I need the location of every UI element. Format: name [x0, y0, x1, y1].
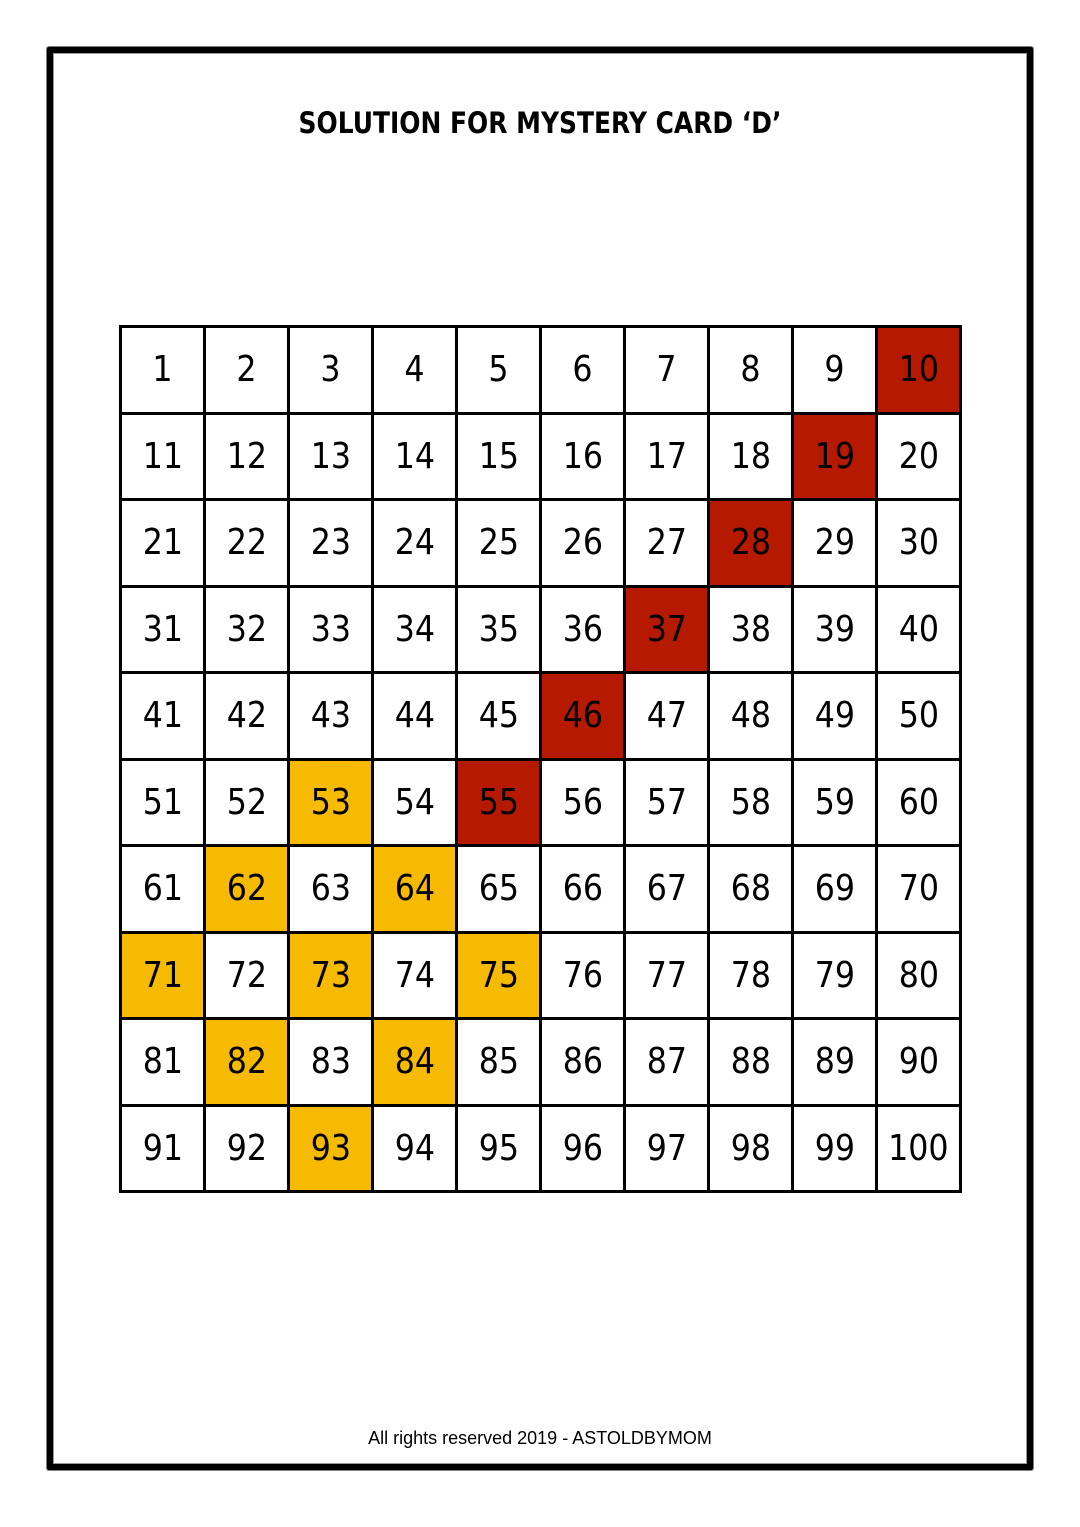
grid-cell-44	[374, 674, 458, 761]
cell-number: 89	[814, 1041, 855, 1083]
grid-cell-53	[290, 761, 374, 848]
grid-cell-21	[122, 501, 206, 588]
grid-cell-42	[206, 674, 290, 761]
grid-cell-86	[542, 1020, 626, 1107]
cell-number: 49	[814, 695, 855, 737]
grid-cell-77	[626, 934, 710, 1021]
grid-cell-20	[878, 415, 962, 502]
grid-cell-34	[374, 588, 458, 675]
cell-number: 72	[226, 954, 267, 996]
grid-cell-6	[542, 328, 626, 415]
grid-cell-100	[878, 1107, 962, 1194]
grid-cell-94	[374, 1107, 458, 1194]
cell-number: 35	[478, 608, 519, 650]
grid-cell-90	[878, 1020, 962, 1107]
grid-cell-52	[206, 761, 290, 848]
cell-number: 33	[310, 608, 351, 650]
cell-number: 59	[814, 781, 855, 823]
cell-number: 71	[142, 954, 183, 996]
grid-cell-28	[710, 501, 794, 588]
cell-number: 70	[898, 868, 939, 910]
cell-number: 43	[310, 695, 351, 737]
cell-number: 96	[562, 1127, 603, 1169]
grid-cell-79	[794, 934, 878, 1021]
grid-cell-78	[710, 934, 794, 1021]
cell-number: 87	[646, 1041, 687, 1083]
cell-number: 83	[310, 1041, 351, 1083]
cell-number: 67	[646, 868, 687, 910]
cell-number: 85	[478, 1041, 519, 1083]
grid-cell-49	[794, 674, 878, 761]
cell-number: 40	[898, 608, 939, 650]
grid-cell-25	[458, 501, 542, 588]
grid-cell-47	[626, 674, 710, 761]
cell-number: 60	[898, 781, 939, 823]
cell-number: 34	[394, 608, 435, 650]
cell-number: 79	[814, 954, 855, 996]
cell-number: 36	[562, 608, 603, 650]
cell-number: 94	[394, 1127, 435, 1169]
grid-cell-76	[542, 934, 626, 1021]
cell-number: 57	[646, 781, 687, 823]
cell-number: 21	[142, 522, 183, 564]
grid-cell-33	[290, 588, 374, 675]
cell-number: 18	[730, 435, 771, 477]
grid-cell-23	[290, 501, 374, 588]
cell-number: 20	[898, 435, 939, 477]
cell-number: 77	[646, 954, 687, 996]
grid-cell-2	[206, 328, 290, 415]
grid-cell-71	[122, 934, 206, 1021]
grid-cell-8	[710, 328, 794, 415]
grid-cell-17	[626, 415, 710, 502]
cell-number: 29	[814, 522, 855, 564]
cell-number: 53	[310, 781, 351, 823]
grid-cell-99	[794, 1107, 878, 1194]
grid-cell-91	[122, 1107, 206, 1194]
cell-number: 24	[394, 522, 435, 564]
grid-cell-63	[290, 847, 374, 934]
cell-number: 97	[646, 1127, 687, 1169]
cell-number: 15	[478, 435, 519, 477]
cell-number: 46	[562, 695, 603, 737]
grid-cell-29	[794, 501, 878, 588]
cell-number: 4	[404, 349, 425, 391]
cell-number: 2	[236, 349, 257, 391]
grid-cell-27	[626, 501, 710, 588]
cell-number: 61	[142, 868, 183, 910]
grid-cell-57	[626, 761, 710, 848]
cell-number: 10	[898, 349, 939, 391]
grid-cell-43	[290, 674, 374, 761]
grid-cell-32	[206, 588, 290, 675]
grid-cell-72	[206, 934, 290, 1021]
grid-cell-69	[794, 847, 878, 934]
grid-cell-7	[626, 328, 710, 415]
cell-number: 14	[394, 435, 435, 477]
grid-cell-11	[122, 415, 206, 502]
cell-number: 47	[646, 695, 687, 737]
grid-cell-1	[122, 328, 206, 415]
grid-cell-46	[542, 674, 626, 761]
grid-cell-55	[458, 761, 542, 848]
grid-cell-45	[458, 674, 542, 761]
cell-number: 12	[226, 435, 267, 477]
cell-number: 98	[730, 1127, 771, 1169]
grid-cell-39	[794, 588, 878, 675]
grid-cell-58	[710, 761, 794, 848]
cell-number: 76	[562, 954, 603, 996]
grid-cell-16	[542, 415, 626, 502]
grid-cell-22	[206, 501, 290, 588]
grid-cell-68	[710, 847, 794, 934]
grid-cell-15	[458, 415, 542, 502]
cell-number: 84	[394, 1041, 435, 1083]
grid-cell-70	[878, 847, 962, 934]
cell-number: 19	[814, 435, 855, 477]
grid-cell-92	[206, 1107, 290, 1194]
grid-cell-98	[710, 1107, 794, 1194]
cell-number: 38	[730, 608, 771, 650]
cell-number: 37	[646, 608, 687, 650]
grid-cell-18	[710, 415, 794, 502]
cell-number: 11	[142, 435, 183, 477]
cell-number: 95	[478, 1127, 519, 1169]
cell-number: 58	[730, 781, 771, 823]
cell-number: 100	[888, 1127, 949, 1169]
cell-number: 22	[226, 522, 267, 564]
grid-cell-64	[374, 847, 458, 934]
cell-number: 32	[226, 608, 267, 650]
cell-number: 41	[142, 695, 183, 737]
grid-cell-54	[374, 761, 458, 848]
cell-number: 6	[572, 349, 593, 391]
grid-cell-80	[878, 934, 962, 1021]
cell-number: 23	[310, 522, 351, 564]
grid-cell-9	[794, 328, 878, 415]
grid-cell-62	[206, 847, 290, 934]
grid-cell-56	[542, 761, 626, 848]
grid-cell-83	[290, 1020, 374, 1107]
cell-number: 74	[394, 954, 435, 996]
grid-cell-88	[710, 1020, 794, 1107]
cell-number: 8	[740, 349, 761, 391]
cell-number: 66	[562, 868, 603, 910]
grid-cell-65	[458, 847, 542, 934]
cell-number: 65	[478, 868, 519, 910]
cell-number: 28	[730, 522, 771, 564]
cell-number: 93	[310, 1127, 351, 1169]
copyright-footer: All rights reserved 2019 - ASTOLDBYMOM	[368, 1428, 712, 1448]
grid-cell-19	[794, 415, 878, 502]
cell-number: 9	[824, 349, 845, 391]
cell-number: 90	[898, 1041, 939, 1083]
cell-number: 39	[814, 608, 855, 650]
cell-number: 62	[226, 868, 267, 910]
grid-cell-41	[122, 674, 206, 761]
cell-number: 81	[142, 1041, 183, 1083]
cell-number: 7	[656, 349, 677, 391]
grid-cell-26	[542, 501, 626, 588]
grid-cell-48	[710, 674, 794, 761]
cell-number: 31	[142, 608, 183, 650]
grid-cell-89	[794, 1020, 878, 1107]
cell-number: 63	[310, 868, 351, 910]
grid-cell-3	[290, 328, 374, 415]
grid-cell-51	[122, 761, 206, 848]
grid-cell-73	[290, 934, 374, 1021]
cell-number: 99	[814, 1127, 855, 1169]
grid-cell-81	[122, 1020, 206, 1107]
cell-number: 86	[562, 1041, 603, 1083]
grid-cell-87	[626, 1020, 710, 1107]
cell-number: 5	[488, 349, 509, 391]
cell-number: 69	[814, 868, 855, 910]
grid-cell-82	[206, 1020, 290, 1107]
hundreds-chart-grid	[119, 325, 962, 1193]
cell-number: 52	[226, 781, 267, 823]
cell-number: 80	[898, 954, 939, 996]
cell-number: 73	[310, 954, 351, 996]
grid-cell-4	[374, 328, 458, 415]
grid-cell-59	[794, 761, 878, 848]
cell-number: 30	[898, 522, 939, 564]
grid-cell-38	[710, 588, 794, 675]
cell-number: 42	[226, 695, 267, 737]
grid-cell-24	[374, 501, 458, 588]
cell-number: 48	[730, 695, 771, 737]
grid-cell-12	[206, 415, 290, 502]
grid-cell-97	[626, 1107, 710, 1194]
grid-cell-60	[878, 761, 962, 848]
grid-cell-75	[458, 934, 542, 1021]
grid-cell-40	[878, 588, 962, 675]
grid-cell-14	[374, 415, 458, 502]
cell-number: 68	[730, 868, 771, 910]
grid-cell-31	[122, 588, 206, 675]
cell-number: 25	[478, 522, 519, 564]
grid-cell-61	[122, 847, 206, 934]
cell-number: 27	[646, 522, 687, 564]
cell-number: 88	[730, 1041, 771, 1083]
cell-number: 92	[226, 1127, 267, 1169]
cell-number: 56	[562, 781, 603, 823]
cell-number: 17	[646, 435, 687, 477]
grid-cell-37	[626, 588, 710, 675]
grid-cell-85	[458, 1020, 542, 1107]
cell-number: 64	[394, 868, 435, 910]
cell-number: 50	[898, 695, 939, 737]
cell-number: 45	[478, 695, 519, 737]
cell-number: 51	[142, 781, 183, 823]
grid-cell-10	[878, 328, 962, 415]
cell-number: 1	[152, 349, 173, 391]
cell-number: 44	[394, 695, 435, 737]
cell-number: 75	[478, 954, 519, 996]
cell-number: 3	[320, 349, 341, 391]
grid-cell-93	[290, 1107, 374, 1194]
cell-number: 82	[226, 1041, 267, 1083]
grid-cell-95	[458, 1107, 542, 1194]
grid-cell-5	[458, 328, 542, 415]
grid-cell-35	[458, 588, 542, 675]
cell-number: 54	[394, 781, 435, 823]
grid-cell-67	[626, 847, 710, 934]
grid-cell-36	[542, 588, 626, 675]
grid-cell-66	[542, 847, 626, 934]
grid-cell-74	[374, 934, 458, 1021]
grid-cell-84	[374, 1020, 458, 1107]
grid-cell-50	[878, 674, 962, 761]
cell-number: 26	[562, 522, 603, 564]
cell-number: 13	[310, 435, 351, 477]
cell-number: 55	[478, 781, 519, 823]
cell-number: 16	[562, 435, 603, 477]
grid-cell-96	[542, 1107, 626, 1194]
page-title: SOLUTION FOR MYSTERY CARD ‘D’	[298, 106, 782, 140]
cell-number: 78	[730, 954, 771, 996]
grid-cell-30	[878, 501, 962, 588]
grid-cell-13	[290, 415, 374, 502]
cell-number: 91	[142, 1127, 183, 1169]
